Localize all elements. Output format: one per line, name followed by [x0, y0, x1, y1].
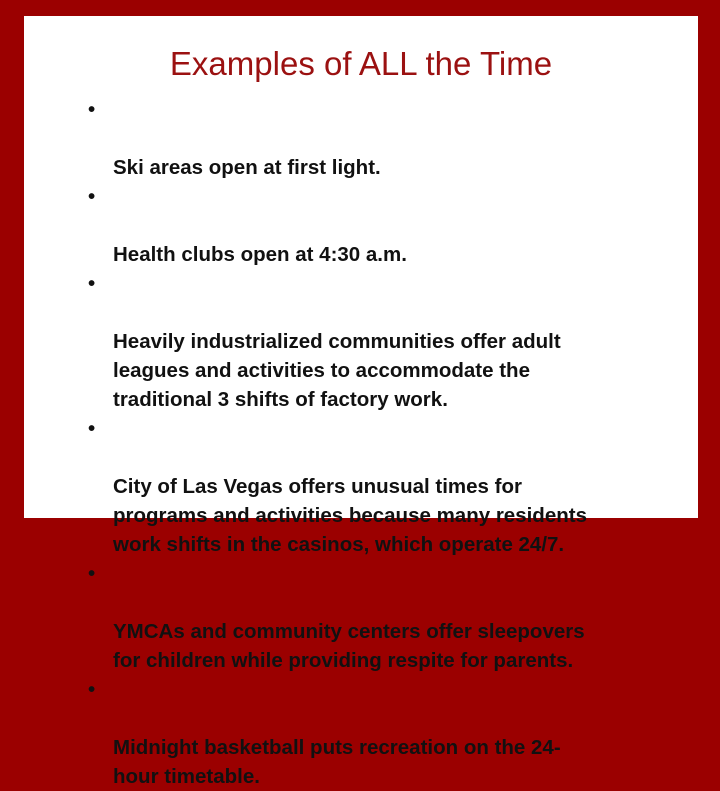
- bullet-item: [88, 675, 698, 791]
- bullet-item: [88, 414, 698, 559]
- slide-title: Examples of ALL the Time: [169, 45, 553, 82]
- bullet-text: YMCAs and community centers offer sleepovers for children while providing respite for parents.: [113, 620, 585, 672]
- bullet-list: [88, 95, 698, 791]
- bullet-item: [88, 182, 698, 269]
- bullet-dot-icon: •: [88, 185, 96, 208]
- bullet-dot-icon: •: [88, 272, 96, 295]
- bullet-item: [88, 559, 698, 675]
- slide-body: [24, 16, 698, 788]
- bullet-dot-icon: •: [88, 562, 96, 585]
- bullet-text: Ski areas open at first light.: [113, 156, 381, 179]
- bullet-dot-icon: •: [88, 678, 96, 701]
- bullet-text: Midnight basketball puts recreation on the 24- hour timetable.: [113, 736, 561, 788]
- bullet-dot-icon: •: [88, 98, 96, 121]
- bullet-item: [88, 95, 698, 182]
- bullet-text: City of Las Vegas offers unusual times for programs and activities because many residents work shifts in the casinos, which operate 24/7.: [113, 475, 587, 556]
- bullet-text: Health clubs open at 4:30 a.m.: [113, 243, 407, 266]
- bullet-dot-icon: •: [88, 417, 96, 440]
- bullet-item: [88, 269, 698, 414]
- bullet-text: Heavily industrialized communities offer adult leagues and activities to accommodate the traditional 3 shifts of factory work.: [113, 330, 561, 411]
